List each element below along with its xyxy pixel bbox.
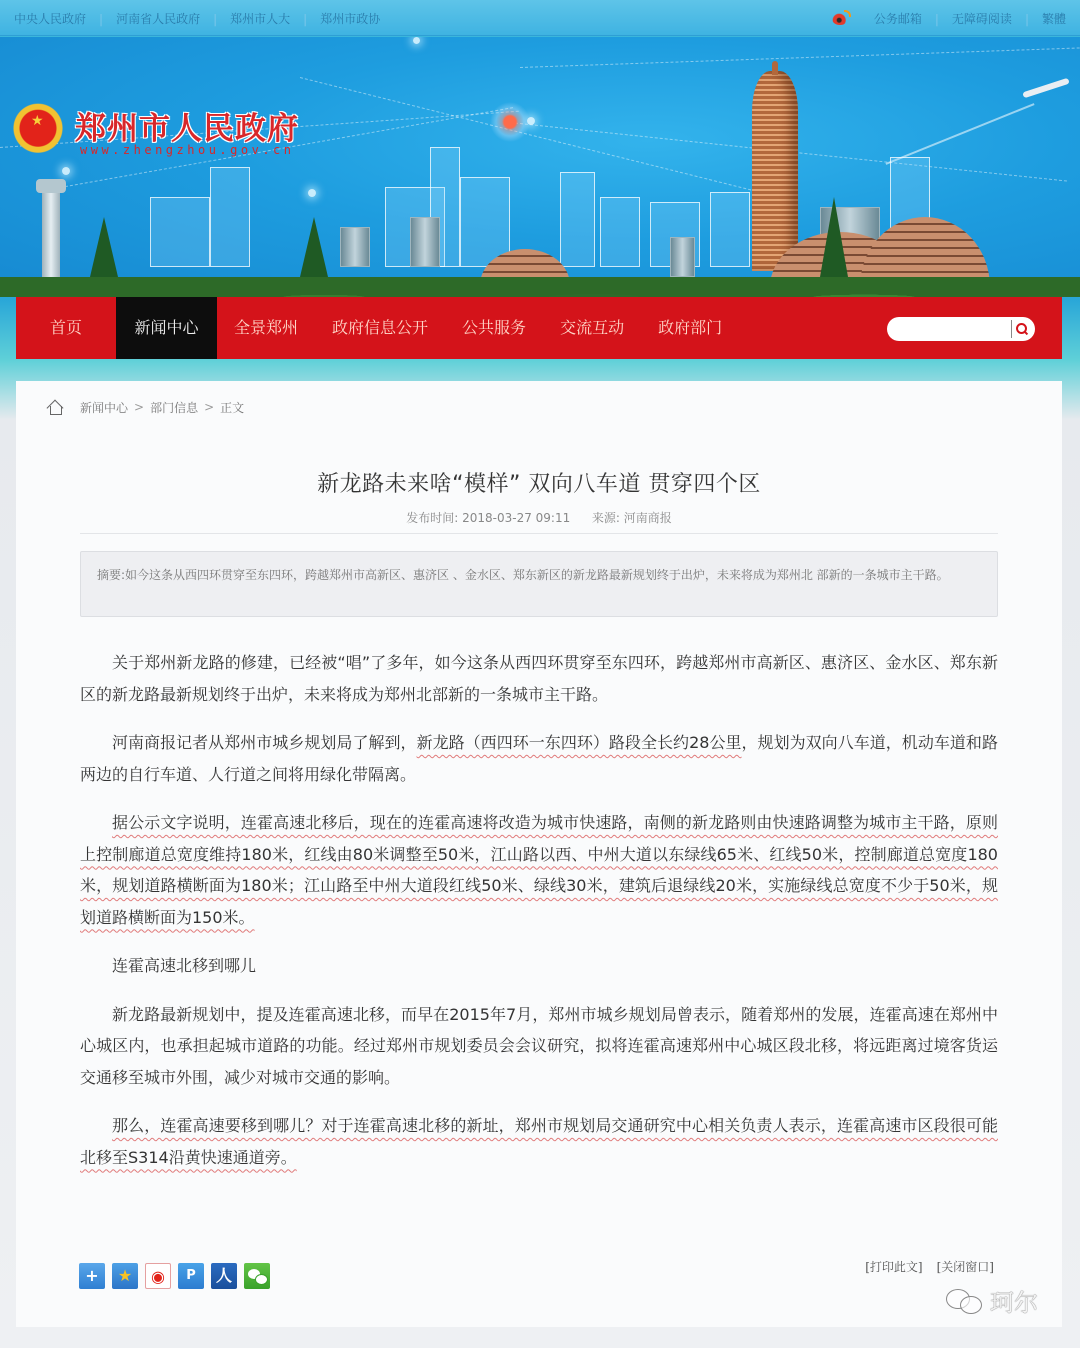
banner-decoration bbox=[413, 37, 420, 44]
top-links-right bbox=[832, 10, 1066, 27]
search-box bbox=[887, 317, 1035, 341]
top-links-left bbox=[14, 10, 380, 27]
divider: | bbox=[1024, 11, 1029, 26]
share-bar bbox=[79, 1263, 270, 1289]
summary-text: 如今这条从西四环贯穿至东四环，跨越郑州市高新区、惠济区 、金水区、郑东新区的新龙路最新规划终于出炉，未来将成为郑州北 部新的一条城市主干路。 bbox=[125, 568, 949, 582]
paragraph-text: 河南商报记者从郑州市城乡规划局了解到， bbox=[112, 733, 417, 752]
publish-time: 2018-03-27 09:11 bbox=[462, 511, 571, 525]
nav-item-departments[interactable]: 政府部门 bbox=[658, 318, 723, 337]
watermark-text: 珂尔 bbox=[990, 1289, 1038, 1317]
print-article-link[interactable]: [打印此文] bbox=[865, 1260, 923, 1274]
building-illustration bbox=[710, 192, 750, 267]
highlighted-text: 新龙路（西四环一东四环）路段全长约28公里 bbox=[416, 733, 742, 752]
search-icon[interactable] bbox=[1011, 320, 1029, 338]
paragraph bbox=[80, 807, 998, 933]
article-title: 新龙路未来啥“模样” 双向八车道 贯穿四个区 bbox=[317, 472, 761, 497]
header-banner bbox=[0, 37, 1080, 297]
subheading: 连霍高速北移到哪儿 bbox=[112, 956, 257, 975]
national-emblem-icon bbox=[12, 103, 64, 159]
summary-label: 摘要: bbox=[97, 568, 126, 582]
watermark bbox=[944, 1283, 1038, 1318]
banner-decoration bbox=[300, 77, 785, 199]
wechat-icon[interactable] bbox=[244, 1263, 270, 1289]
article-meta bbox=[16, 509, 1062, 526]
breadcrumb-current: 正文 bbox=[220, 400, 245, 415]
divider: | bbox=[303, 11, 308, 26]
link-central-government[interactable]: 中央人民政府 bbox=[14, 12, 87, 26]
paragraph: 新龙路最新规划中，提及连霍高速北移，而早在2015年7月，郑州市城乡规划局曾表示，随着郑州的发展，连霍高速在郑州中心城区内，也承担起城市道路的功能。经过郑州市规划委员会会议研究，拟将连霍高速郑州中心城区段北移，将远距离过境客货运交通移至城市外围，减少对城市交通的影响。 bbox=[80, 1004, 998, 1087]
trees-illustration bbox=[0, 257, 1080, 297]
site-title[interactable]: 郑州市人民政府 bbox=[75, 111, 299, 147]
renren-icon[interactable]: 人 bbox=[211, 1263, 237, 1289]
paragraph bbox=[80, 1110, 998, 1173]
breadcrumb-dept-info[interactable]: 部门信息 bbox=[150, 400, 199, 415]
article-body bbox=[80, 647, 998, 1190]
building-illustration bbox=[560, 172, 595, 267]
paragraph-text: ，规划为双向八车道，机动车道和路两边的自行车道、人行道之间将用绿化带隔离。 bbox=[80, 733, 998, 784]
article-card bbox=[16, 381, 1062, 1327]
breadcrumb-news-center[interactable]: 新闻中心 bbox=[80, 400, 129, 415]
breadcrumb bbox=[46, 398, 244, 416]
publish-label: 发布时间: bbox=[406, 511, 459, 525]
banner-decoration bbox=[62, 167, 70, 175]
banner-decoration bbox=[520, 47, 1080, 68]
link-henan-government[interactable]: 河南省人民政府 bbox=[116, 12, 201, 26]
qzone-icon[interactable]: ★ bbox=[112, 1263, 138, 1289]
main-nav bbox=[16, 297, 1062, 359]
source-label: 来源: bbox=[591, 511, 620, 525]
banner-decoration bbox=[885, 103, 1034, 165]
paragraph: 关于郑州新龙路的修建，已经被“唱”了多年，如今这条从西四环贯穿至东四环，跨越郑州市高新区、惠济区、金水区、郑东新区的新龙路最新规划终于出炉，未来将成为郑州北部新的一条城市主干路。 bbox=[80, 653, 998, 704]
link-zhengzhou-npc[interactable]: 郑州市人大 bbox=[230, 12, 291, 26]
source-name: 河南商报 bbox=[623, 511, 672, 525]
link-accessible-reading[interactable]: 无障碍阅读 bbox=[951, 12, 1012, 26]
paragraph bbox=[80, 727, 998, 790]
highlighted-text: 据公示文字说明，连霍高速北移后，现在的连霍高速将改造为城市快速路，南侧的新龙路则由快速路调整为城市主干路，原则上控制廊道总宽度维持180米，红线由80米调整至50米，江山路以西、中州大道以东绿线65米、红线50米，控制廊道总宽度180米，规划道路横断面为180米；江山路至中州大道段红线50米、绿线30米，建筑后退绿线20米，实施绿线总宽度不少于50米，规划道路横断面为150米。 bbox=[80, 813, 998, 927]
link-traditional-chinese[interactable]: 繁體 bbox=[1041, 12, 1066, 26]
nav-item-public-service[interactable]: 公共服务 bbox=[462, 318, 527, 337]
article-summary bbox=[80, 551, 998, 617]
divider: | bbox=[934, 11, 939, 26]
pengyou-icon[interactable]: P bbox=[178, 1263, 204, 1289]
title-divider bbox=[80, 533, 998, 534]
banner-decoration bbox=[308, 189, 316, 197]
divider: | bbox=[99, 11, 104, 26]
link-zhengzhou-cppcc[interactable]: 郑州市政协 bbox=[320, 12, 381, 26]
close-window-link[interactable]: [关闭窗口] bbox=[936, 1260, 994, 1274]
breadcrumb-separator: > bbox=[204, 400, 215, 414]
top-links-bar bbox=[0, 0, 1080, 36]
link-official-mail[interactable]: 公务邮箱 bbox=[873, 12, 922, 26]
nav-item-gov-info[interactable]: 政府信息公开 bbox=[332, 318, 429, 337]
breadcrumb-separator: > bbox=[134, 400, 145, 414]
nav-item-news-center[interactable]: 新闻中心 bbox=[116, 297, 217, 359]
building-illustration bbox=[210, 167, 250, 267]
home-icon[interactable] bbox=[46, 398, 64, 416]
wechat-icon bbox=[944, 1287, 984, 1315]
site-url: www.zhengzhou.gov.cn bbox=[80, 143, 295, 157]
search-input[interactable] bbox=[887, 317, 1005, 341]
nav-item-home[interactable]: 首页 bbox=[50, 318, 83, 337]
nav-item-interaction[interactable]: 交流互动 bbox=[560, 318, 625, 337]
landmark-tower-illustration bbox=[752, 71, 798, 271]
highlighted-text: 那么，连霍高速要移到哪儿？对于连霍高速北移的新址，郑州市规划局交通研究中心相关负责人表示，连霍高速市区段很可能北移至S314沿黄快速通道旁。 bbox=[80, 1116, 998, 1167]
share-plus-icon[interactable]: + bbox=[79, 1263, 105, 1289]
article-actions bbox=[865, 1258, 994, 1275]
airplane-illustration bbox=[1022, 78, 1070, 99]
banner-decoration bbox=[490, 102, 530, 142]
weibo-icon[interactable]: ◉ bbox=[145, 1263, 171, 1289]
divider: | bbox=[213, 11, 218, 26]
nav-item-panorama[interactable]: 全景郑州 bbox=[234, 318, 299, 337]
weibo-icon[interactable] bbox=[832, 13, 848, 25]
